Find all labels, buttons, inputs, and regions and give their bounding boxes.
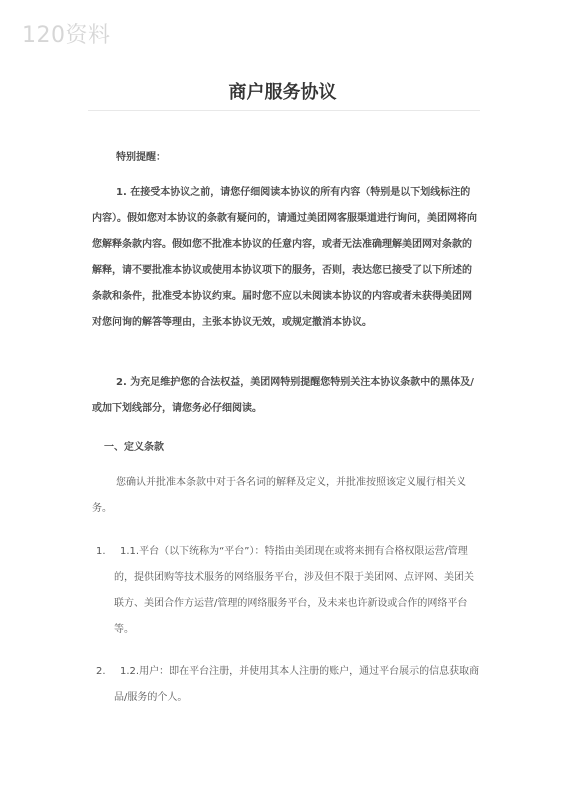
definition-list — [92, 539, 480, 643]
reminder-clause-2: 2. 为充足维护您的合法权益，美团网特别提醒您特别关注本协议条款中的黑体及/或加下划线部分，请您务必仔细阅读。 — [92, 377, 474, 414]
section-heading-definitions: 一、定义条款 — [104, 442, 164, 453]
list-item-text: 1.1.平台（以下统称为“平台”）：特指由美团现在或将来拥有合格权限运营/管理的，提供团购等技术服务的网络服务平台，涉及但不限于美团网、点评网、美团关联方、美团合作方运营/管理的网络服务平台，及未来也许新设或合作的网络平台等。 — [114, 546, 474, 635]
list-item — [92, 539, 480, 643]
special-reminder-label: 特别提醒： — [116, 152, 166, 163]
list-item — [92, 659, 480, 711]
list-item-text: 1.2.用户：即在平台注册，并使用其本人注册的账户，通过平台展示的信息获取商品/服务的个人。 — [114, 666, 480, 703]
reminder-clause-1: 1. 在接受本协议之前，请您仔细阅读本协议的所有内容（特别是以下划线标注的内容）。假如您对本协议的条款有疑问的，请通过美团网客服渠道进行询问，美团网将向您解释条款内容。假如您不批准本协议的任意内容，或者无法准确理解美团网对条款的解释，请不要批准本协议或使用本协议项下的服务，否则，表达您已接受了以下所述的条款和条件，批准受本协议约束。届时您不应以未阅读本协议的内容或者未获得美团网对您问询的解答等理由，主张本协议无效，或规定撤消本协议。 — [92, 187, 477, 328]
definition-list-continued — [92, 659, 480, 711]
document-title: 商户服务协议 — [228, 82, 337, 103]
definitions-intro: 您确认并批准本条款中对于各名词的解释及定义，并批准按照该定义履行相关义务。 — [92, 477, 466, 514]
watermark-logo: 120资料 — [22, 23, 111, 48]
list-item-number: 2. — [96, 666, 106, 677]
title-divider — [88, 110, 480, 111]
list-item-number: 1. — [96, 546, 106, 557]
